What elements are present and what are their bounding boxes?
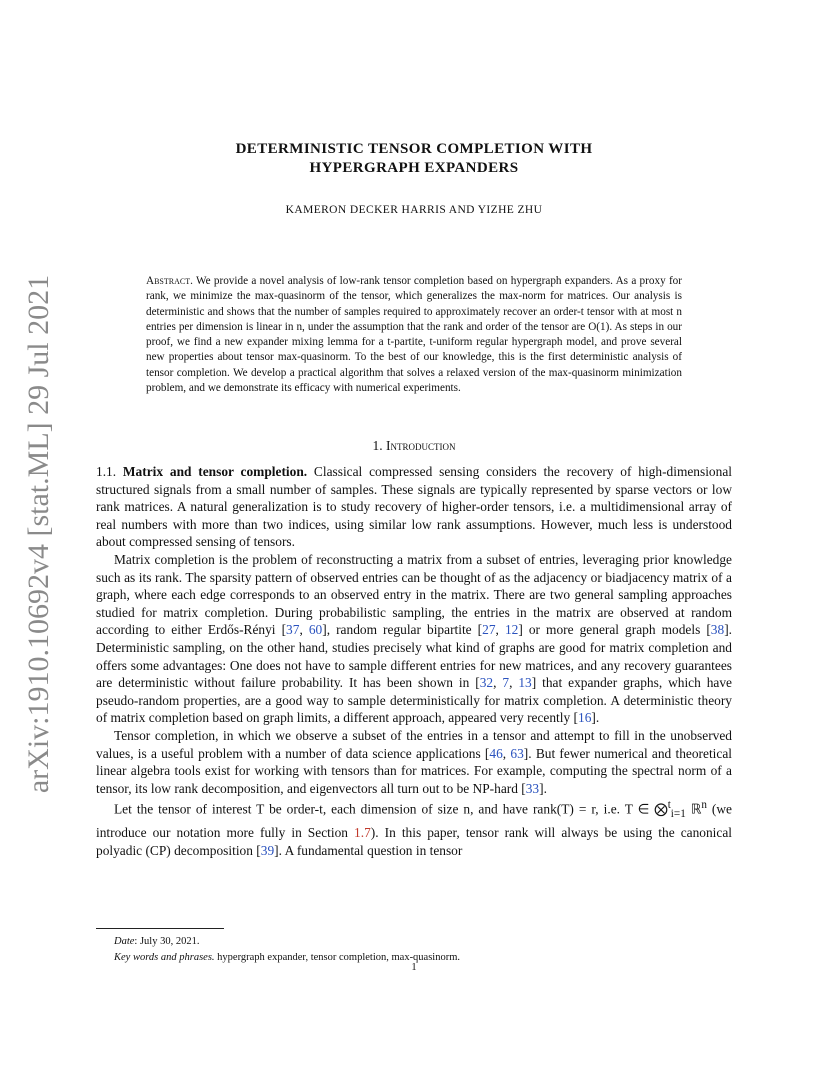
paragraph-2 xyxy=(96,551,732,727)
para4-text-a: Let the tensor of interest T be order-t, each dimension of size n, and have rank(T) = r, i.e. T ∈ ⨂ xyxy=(114,801,668,817)
para4-text-c: (we introduce our notation more fully in Section xyxy=(96,801,733,841)
citation-link[interactable]: 33 xyxy=(525,780,540,796)
subsection-number: 1.1. xyxy=(96,464,117,479)
footnote-date xyxy=(114,934,714,950)
section-heading xyxy=(96,438,732,454)
sep: , xyxy=(495,622,505,638)
section-ref-link[interactable]: 1.7 xyxy=(354,825,371,841)
citation-link[interactable]: 16 xyxy=(578,710,592,726)
section-title: Introduction xyxy=(386,438,456,453)
citation-link[interactable]: 27 xyxy=(482,622,496,638)
para2-text-e: ] that expander graphs, which have pseudo-random properties, are a good way to sample deterministically for matrix completion. A deterministic theory of matrix completion based on graph limits, a different approach, appeared very recently [ xyxy=(96,675,733,726)
para2-text-b: ], random regular bipartite [ xyxy=(322,622,483,638)
abstract-label: Abstract. xyxy=(146,275,193,287)
paragraph-1 xyxy=(96,463,732,551)
keywords-value: hypergraph expander, tensor completion, max-quasinorm. xyxy=(214,951,461,963)
footnote-rule xyxy=(96,928,224,929)
math-sub: i=1 xyxy=(670,808,686,821)
math-sup: n xyxy=(701,799,707,812)
footnote xyxy=(114,934,714,965)
sep: , xyxy=(493,675,503,691)
arxiv-stamp-text: arXiv:1910.10692v4 [stat.ML] 29 Jul 2021 xyxy=(22,274,56,794)
para4-text-e: ]. A fundamental question in tensor xyxy=(274,842,463,858)
citation-link[interactable]: 12 xyxy=(504,622,519,638)
para4-text-b: ℝ xyxy=(685,801,702,817)
abstract-text: We provide a novel analysis of low-rank tensor completion based on hypergraph expanders. As a proxy for rank, we minimize the max-quasinorm of the tensor, which generalizes the max-norm for matrices. Our analysis is deterministic and shows that the number of samples required to approximately recover an order-t tensor with at most n entries per dimension is linear in n, under the assumption that the rank and order of the tensor are O(1). As steps in our proof, we find a new expander mixing lemma for a t-partite, t-uniform regular hypergraph model, and prove several new properties about tensor max-quasinorm. To the best of our knowledge, this is the first deterministic analysis of tensor completion. We develop a practical algorithm that solves a relaxed version of the max-quasinorm minimization problem, and we demonstrate its efficacy with numerical experiments. xyxy=(146,275,682,395)
abstract xyxy=(146,274,682,396)
date-value: : July 30, 2021. xyxy=(134,936,200,947)
citation-link[interactable]: 38 xyxy=(710,622,725,638)
para2-text-c: ] or more general graph models [ xyxy=(518,622,711,638)
para2-text-a: Matrix completion is the problem of reconstructing a matrix from a subset of entries, leveraging prior knowledge such as its rank. The sparsity pattern of observed entries can be thought of as the adjacency or biadjacency matrix of a graph, where each edge corresponds to an observed entry in the matrix. There are two general sampling approaches studied for matrix completion. During probabilistic sampling, the entries in the matrix are observed at random according to either Erdős-Rényi [ xyxy=(96,551,732,638)
keywords-label: Key words and phrases. xyxy=(114,951,215,963)
body-text xyxy=(96,463,732,859)
section-number: 1. xyxy=(372,438,383,453)
paragraph-4 xyxy=(96,797,732,859)
citation-link[interactable]: 7 xyxy=(502,675,510,691)
arxiv-stamp xyxy=(14,274,64,794)
citation-link[interactable]: 63 xyxy=(510,745,524,761)
citation-link[interactable]: 60 xyxy=(308,622,323,638)
para1-text: Classical compressed sensing considers the recovery of high-dimensional structured signals from a small number of samples. These signals are typically represented by sparse vectors or low rank matrices. A natural generalization is to study recovery of higher-order tensors, i.e. a multidimensional array of real numbers with more than two indices, using similar low rank assumptions. However, much less is understood about compressed sensing of tensors. xyxy=(96,464,732,550)
para2-text-f: ]. xyxy=(591,710,600,726)
subsection-title: Matrix and tensor completion. xyxy=(122,464,308,479)
para3-text-c: ]. xyxy=(539,780,547,796)
para3-text-b: ]. But fewer numerical and theoretical linear algebra tools exist for working with tensors than for matrices. For example, computing the spectral norm of a tensor, its low rank decomposition, and eigenvectors all turn out to be NP-hard [ xyxy=(96,745,732,796)
citation-link[interactable]: 46 xyxy=(489,745,503,761)
paper-title xyxy=(96,140,732,178)
math-sup: t xyxy=(667,799,671,812)
citation-link[interactable]: 39 xyxy=(260,842,275,858)
sep: , xyxy=(502,745,511,761)
date-label: Date xyxy=(114,936,135,947)
sep: , xyxy=(299,622,309,638)
citation-link[interactable]: 32 xyxy=(479,675,494,691)
paper-authors: KAMERON DECKER HARRIS AND YIZHE ZHU xyxy=(285,204,543,216)
title-line-1: DETERMINISTIC TENSOR COMPLETION WITH xyxy=(235,141,593,157)
title-line-2: HYPERGRAPH EXPANDERS xyxy=(309,160,519,176)
sep: , xyxy=(509,675,519,691)
para4-text-d: ). In this paper, tensor rank will always be using the canonical polyadic (CP) decomposition [ xyxy=(96,825,733,858)
para3-text-a: Tensor completion, in which we observe a subset of the entries in a tensor and attempt to fill in the unobserved values, is a useful problem with a number of data science applications [ xyxy=(96,727,732,761)
citation-link[interactable]: 37 xyxy=(286,622,300,638)
paragraph-3 xyxy=(96,727,732,797)
para2-text-d: ]. Deterministic sampling, on the other hand, studies precisely what kind of graphs are good for matrix completion and offers some advantages: One does not have to sample different entries for new matrices, and any recovery guarantees are deterministic without failure probability. It has been shown in [ xyxy=(96,622,732,691)
page-number: 1 xyxy=(411,962,417,973)
citation-link[interactable]: 13 xyxy=(518,675,532,691)
